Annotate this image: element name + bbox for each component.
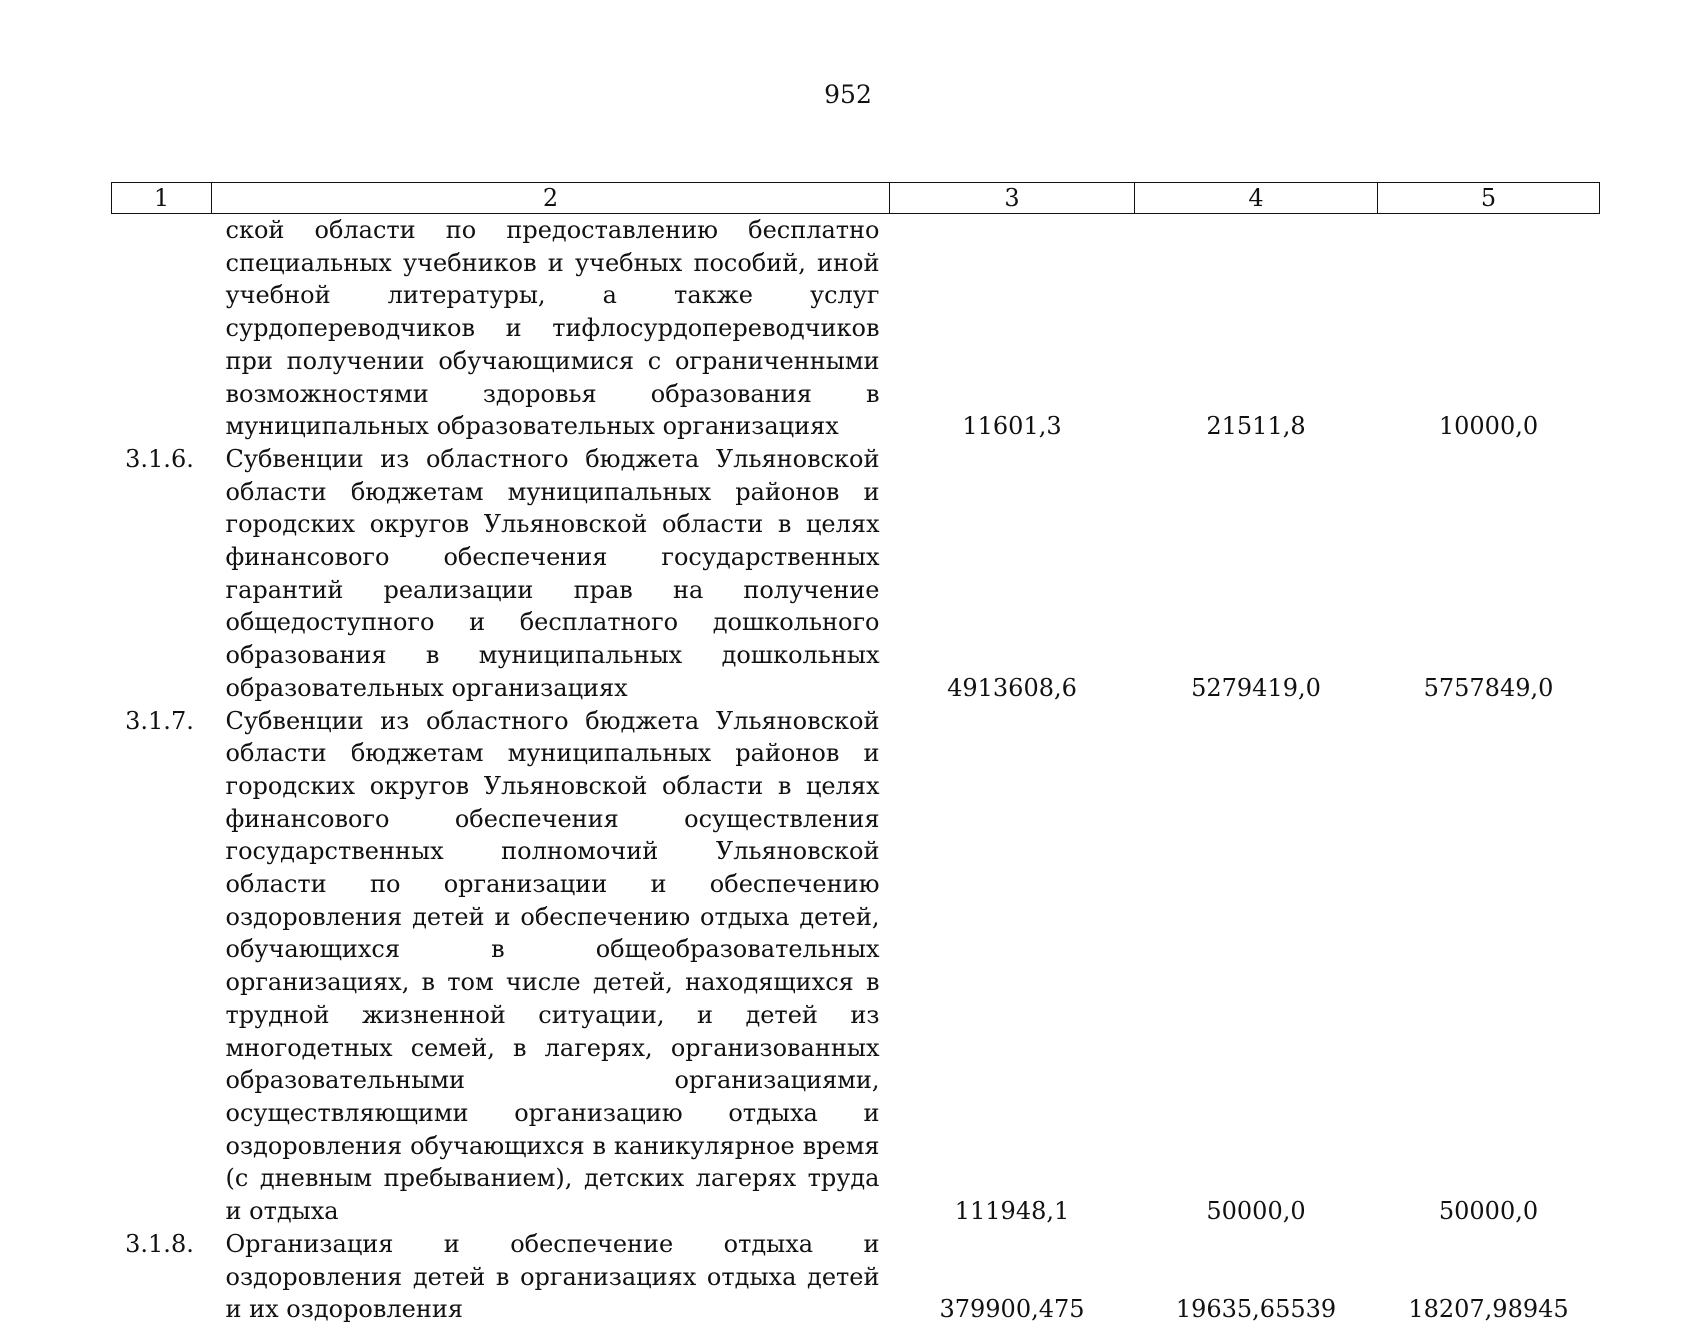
- header-col-2: 2: [212, 183, 890, 214]
- row-value-4: 21511,8: [1206, 412, 1306, 441]
- row-value-5: 5757849,0: [1423, 673, 1554, 702]
- row-value-4: 5279419,0: [1191, 673, 1321, 702]
- row-number: 3.1.6.: [125, 444, 194, 473]
- table-row: [112, 705, 1600, 1228]
- row-number: 3.1.7.: [125, 706, 194, 735]
- row-value-4: 19635,65539: [1175, 1295, 1337, 1324]
- row-value-3: 4913608,6: [947, 673, 1077, 702]
- header-col-5: 5: [1378, 183, 1600, 214]
- row-value-3: 379900,475: [939, 1295, 1085, 1324]
- row-value-4: 50000,0: [1206, 1197, 1306, 1226]
- row-description: Организация и обеспечение отдыха и оздоровления детей в организациях отдыха детей и их оздоровления: [225, 1229, 880, 1324]
- header-col-1: 1: [112, 183, 212, 214]
- header-col-3: 3: [890, 183, 1135, 214]
- header-row: [112, 183, 1600, 214]
- row-value-5: 10000,0: [1438, 412, 1539, 441]
- row-description: Субвенции из областного бюджета Ульяновской области бюджетам муниципальных районов и городских округов Ульяновской области в целях финансового обеспечения осуществления государственных полномочий Ульяновской области по организации и обеспечению оздоровления детей и обеспечению отдыха детей, обучающихся в общеобразовательных организациях, в том числе детей, находящихся в трудной жизненной ситуации, и детей из многодетных семей, в лагерях, организованных образовательными организациями, осуществляющими организацию отдыха и оздоровления обучающихся в каникулярное время (с дневным пребыванием), детских лагерях труда и отдыха: [225, 706, 880, 1226]
- table-row: [112, 214, 1600, 443]
- table-row: [112, 1228, 1600, 1326]
- header-col-4: 4: [1135, 183, 1378, 214]
- row-number: [112, 214, 212, 443]
- table-row: [112, 443, 1600, 705]
- budget-table: [111, 182, 1600, 1326]
- row-description: Субвенции из областного бюджета Ульяновской области бюджетам муниципальных районов и городских округов Ульяновской области в целях финансового обеспечения государственных гарантий реализации прав на получение общедоступного и бесплатного дошкольного образования в муниципальных дошкольных образовательных организациях: [225, 444, 880, 702]
- page-number: 952: [824, 80, 872, 109]
- row-value-3: 11601,3: [962, 412, 1062, 441]
- row-value-5: 18207,98945: [1408, 1295, 1569, 1324]
- row-description: ской области по предоставлению бесплатно специальных учебников и учебных пособий, иной учебной литературы, а также услуг сурдопереводчиков и тифлосурдопереводчиков при получении обучающимися с ограниченными возможностями здоровья образования в муниципальных образовательных организациях: [225, 216, 880, 441]
- row-number: 3.1.8.: [125, 1229, 194, 1258]
- row-value-5: 50000,0: [1438, 1197, 1539, 1226]
- row-value-3: 111948,1: [954, 1197, 1070, 1226]
